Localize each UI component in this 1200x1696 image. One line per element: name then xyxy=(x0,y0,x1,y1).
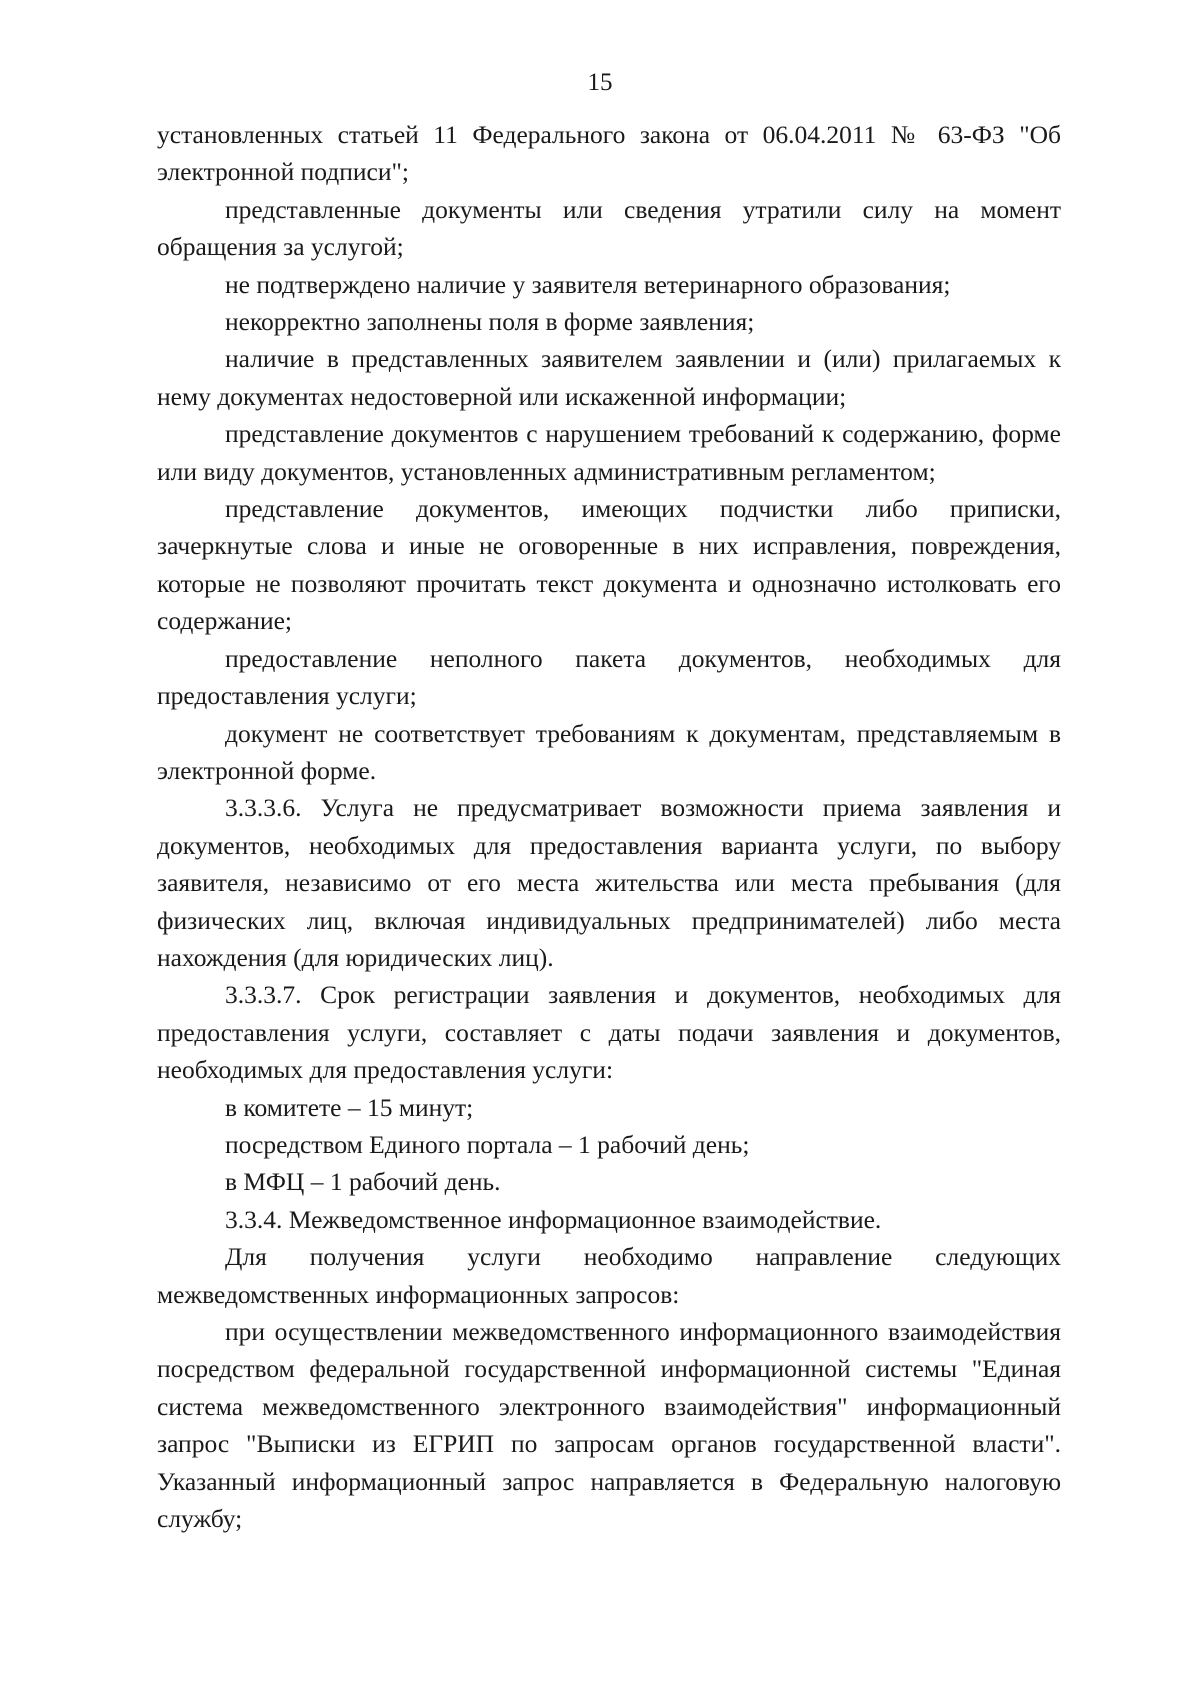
paragraph-false-information: наличие в представленных заявителем заявлении и (или) прилагаемых к нему документах недостоверной или искаженной информации; xyxy=(157,344,1061,411)
paragraph-electronic-form-mismatch: документ не соответствует требованиям к документам, представляемым в электронной форме. xyxy=(157,718,1061,785)
paragraph-portal-time: посредством Единого портала – 1 рабочий день; xyxy=(225,1129,750,1159)
paragraph-3-3-3-6: 3.3.3.6. Услуга не предусматривает возможности приема заявления и документов, необходимых для предоставления варианта услуги, по выбору заявителя, независимо от его места жительства или места пребывания (для физических лиц, включая индивидуальных предпринимателей) либо места нахождения (для юридических лиц). xyxy=(157,793,1061,972)
paragraph-content-requirements-violation: представление документов с нарушением требований к содержанию, форме или виду документов, установленных административным регламентом; xyxy=(157,419,1061,486)
paragraph-committee-time: в комитете – 15 минут; xyxy=(225,1092,474,1122)
paragraph-incomplete-package: предоставление неполного пакета документов, необходимых для предоставления услуги; xyxy=(157,643,1061,711)
paragraph-mfc-time: в МФЦ – 1 рабочий день. xyxy=(225,1167,501,1197)
document-body xyxy=(157,116,1061,1537)
paragraph-interagency-requests: Для получения услуги необходимо направление следующих межведомственных информационных запросов: xyxy=(157,1242,1061,1309)
paragraph-corrections-damage: представление документов, имеющих подчистки либо приписки, зачеркнутые слова и иные не оговоренные в них исправления, повреждения, которые не позволяют прочитать текст документа и однозначно истолковать его содержание; xyxy=(157,494,1061,636)
paragraph-no-veterinary-education: не подтверждено наличие у заявителя ветеринарного образования; xyxy=(225,269,951,299)
page-number: 15 xyxy=(587,69,613,96)
paragraph-form-fields-incorrect: некорректно заполнены поля в форме заявления; xyxy=(225,307,755,337)
paragraph-signature-law-continuation: установленных статьей 11 Федерального закона от 06.04.2011 № 63-ФЗ "Об электронной подписи"; xyxy=(157,120,1061,187)
paragraph-3-3-3-7: 3.3.3.7. Срок регистрации заявления и документов, необходимых для предоставления услуги, составляет с даты подачи заявления и документов, необходимых для предоставления услуги: xyxy=(157,980,1061,1085)
paragraph-documents-expired: представленные документы или сведения утратили силу на момент обращения за услугой; xyxy=(157,194,1061,262)
paragraph-egrip-request: при осуществлении межведомственного информационного взаимодействия посредством федеральной государственной информационной системы "Единая система межведомственного электронного взаимодействия" информационный запрос "Выписки из ЕГРИП по запросам органов государственной власти". Указанный информационный запрос направляется в Федеральную налоговую службу; xyxy=(157,1317,1061,1534)
paragraph-3-3-4-heading: 3.3.4. Межведомственное информационное взаимодействие. xyxy=(225,1204,882,1234)
